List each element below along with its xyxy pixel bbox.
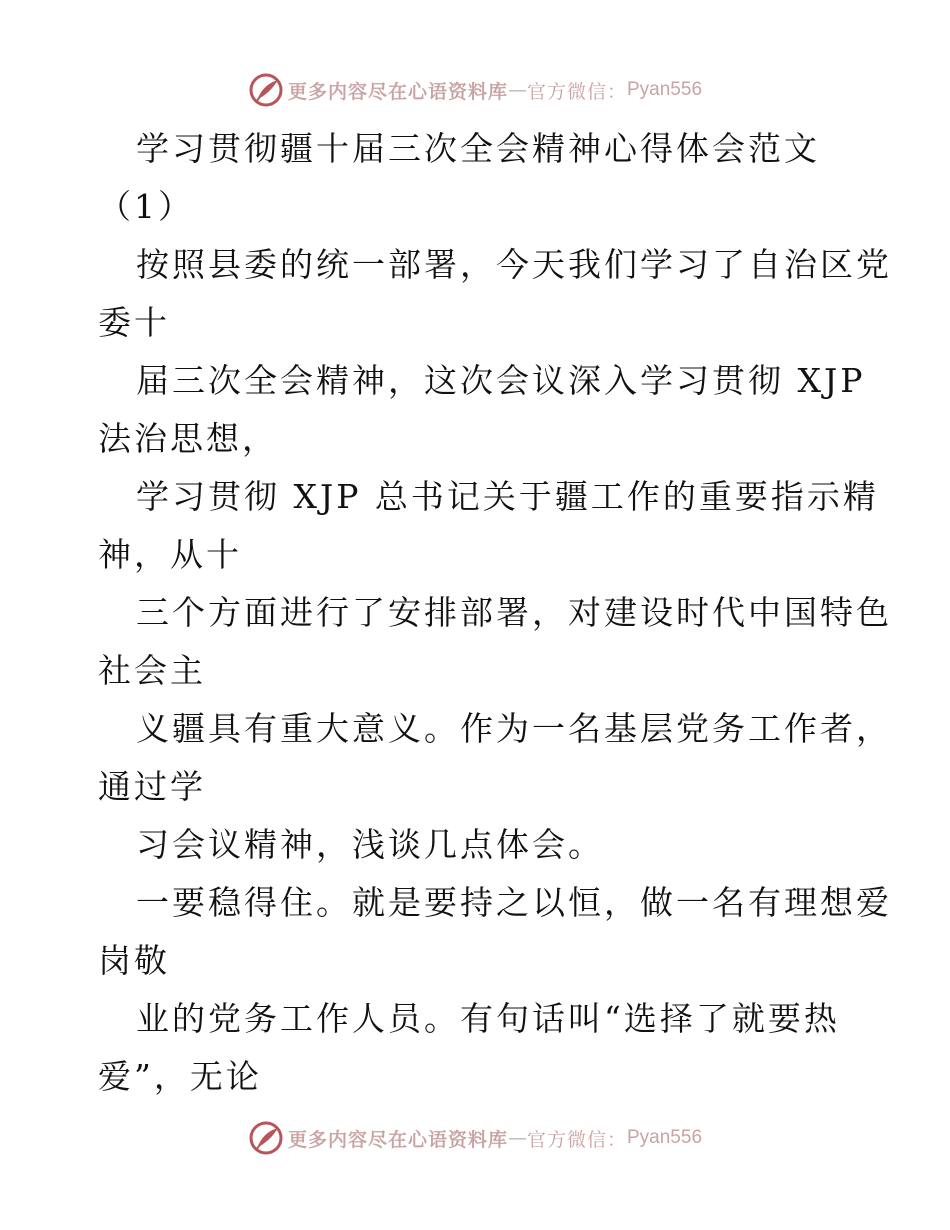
wechat-label: 官方微信： — [526, 1128, 627, 1151]
text-line: 委十 — [98, 303, 170, 342]
text-line: （1） — [98, 187, 194, 226]
separator: — — [507, 79, 527, 101]
footer-banner — [0, 1118, 950, 1158]
text-line: 届三次全会精神，这次会议深入学习贯彻 XJP — [136, 361, 866, 400]
text-line: 习会议精神，浅谈几点体会。 — [136, 825, 604, 864]
text-line: 社会主 — [98, 651, 206, 690]
site-name: 更多内容尽在心语资料库 — [287, 80, 508, 103]
site-name: 更多内容尽在心语资料库 — [287, 1128, 508, 1151]
feather-logo-icon — [248, 1120, 284, 1156]
text-line: 学习贯彻疆十届三次全会精神心得体会范文 — [136, 129, 820, 168]
text-line: 法治思想， — [98, 419, 278, 458]
text-line: 岗敬 — [98, 941, 170, 980]
wechat-id: Pyan556 — [627, 79, 703, 100]
text-line: 按照县委的统一部署，今天我们学习了自治区党 — [136, 245, 892, 284]
wechat-label: 官方微信： — [526, 80, 627, 103]
text-line: 业的党务工作人员。有句话叫“选择了就要热 — [136, 999, 840, 1038]
header-banner — [0, 70, 950, 110]
feather-logo-icon — [248, 72, 284, 108]
wechat-id: Pyan556 — [627, 1127, 703, 1148]
text-line: 爱”，无论 — [98, 1057, 262, 1096]
text-line: 三个方面进行了安排部署，对建设时代中国特色 — [136, 593, 892, 632]
text-line: 一要稳得住。就是要持之以恒，做一名有理想爱 — [136, 883, 892, 922]
document-body — [98, 120, 892, 1106]
text-line: 学习贯彻 XJP 总书记关于疆工作的重要指示精 — [136, 477, 879, 516]
text-line: 义疆具有重大意义。作为一名基层党务工作者， — [136, 709, 892, 748]
text-line: 通过学 — [98, 767, 206, 806]
text-line: 神，从十 — [98, 535, 242, 574]
separator: — — [507, 1127, 527, 1149]
